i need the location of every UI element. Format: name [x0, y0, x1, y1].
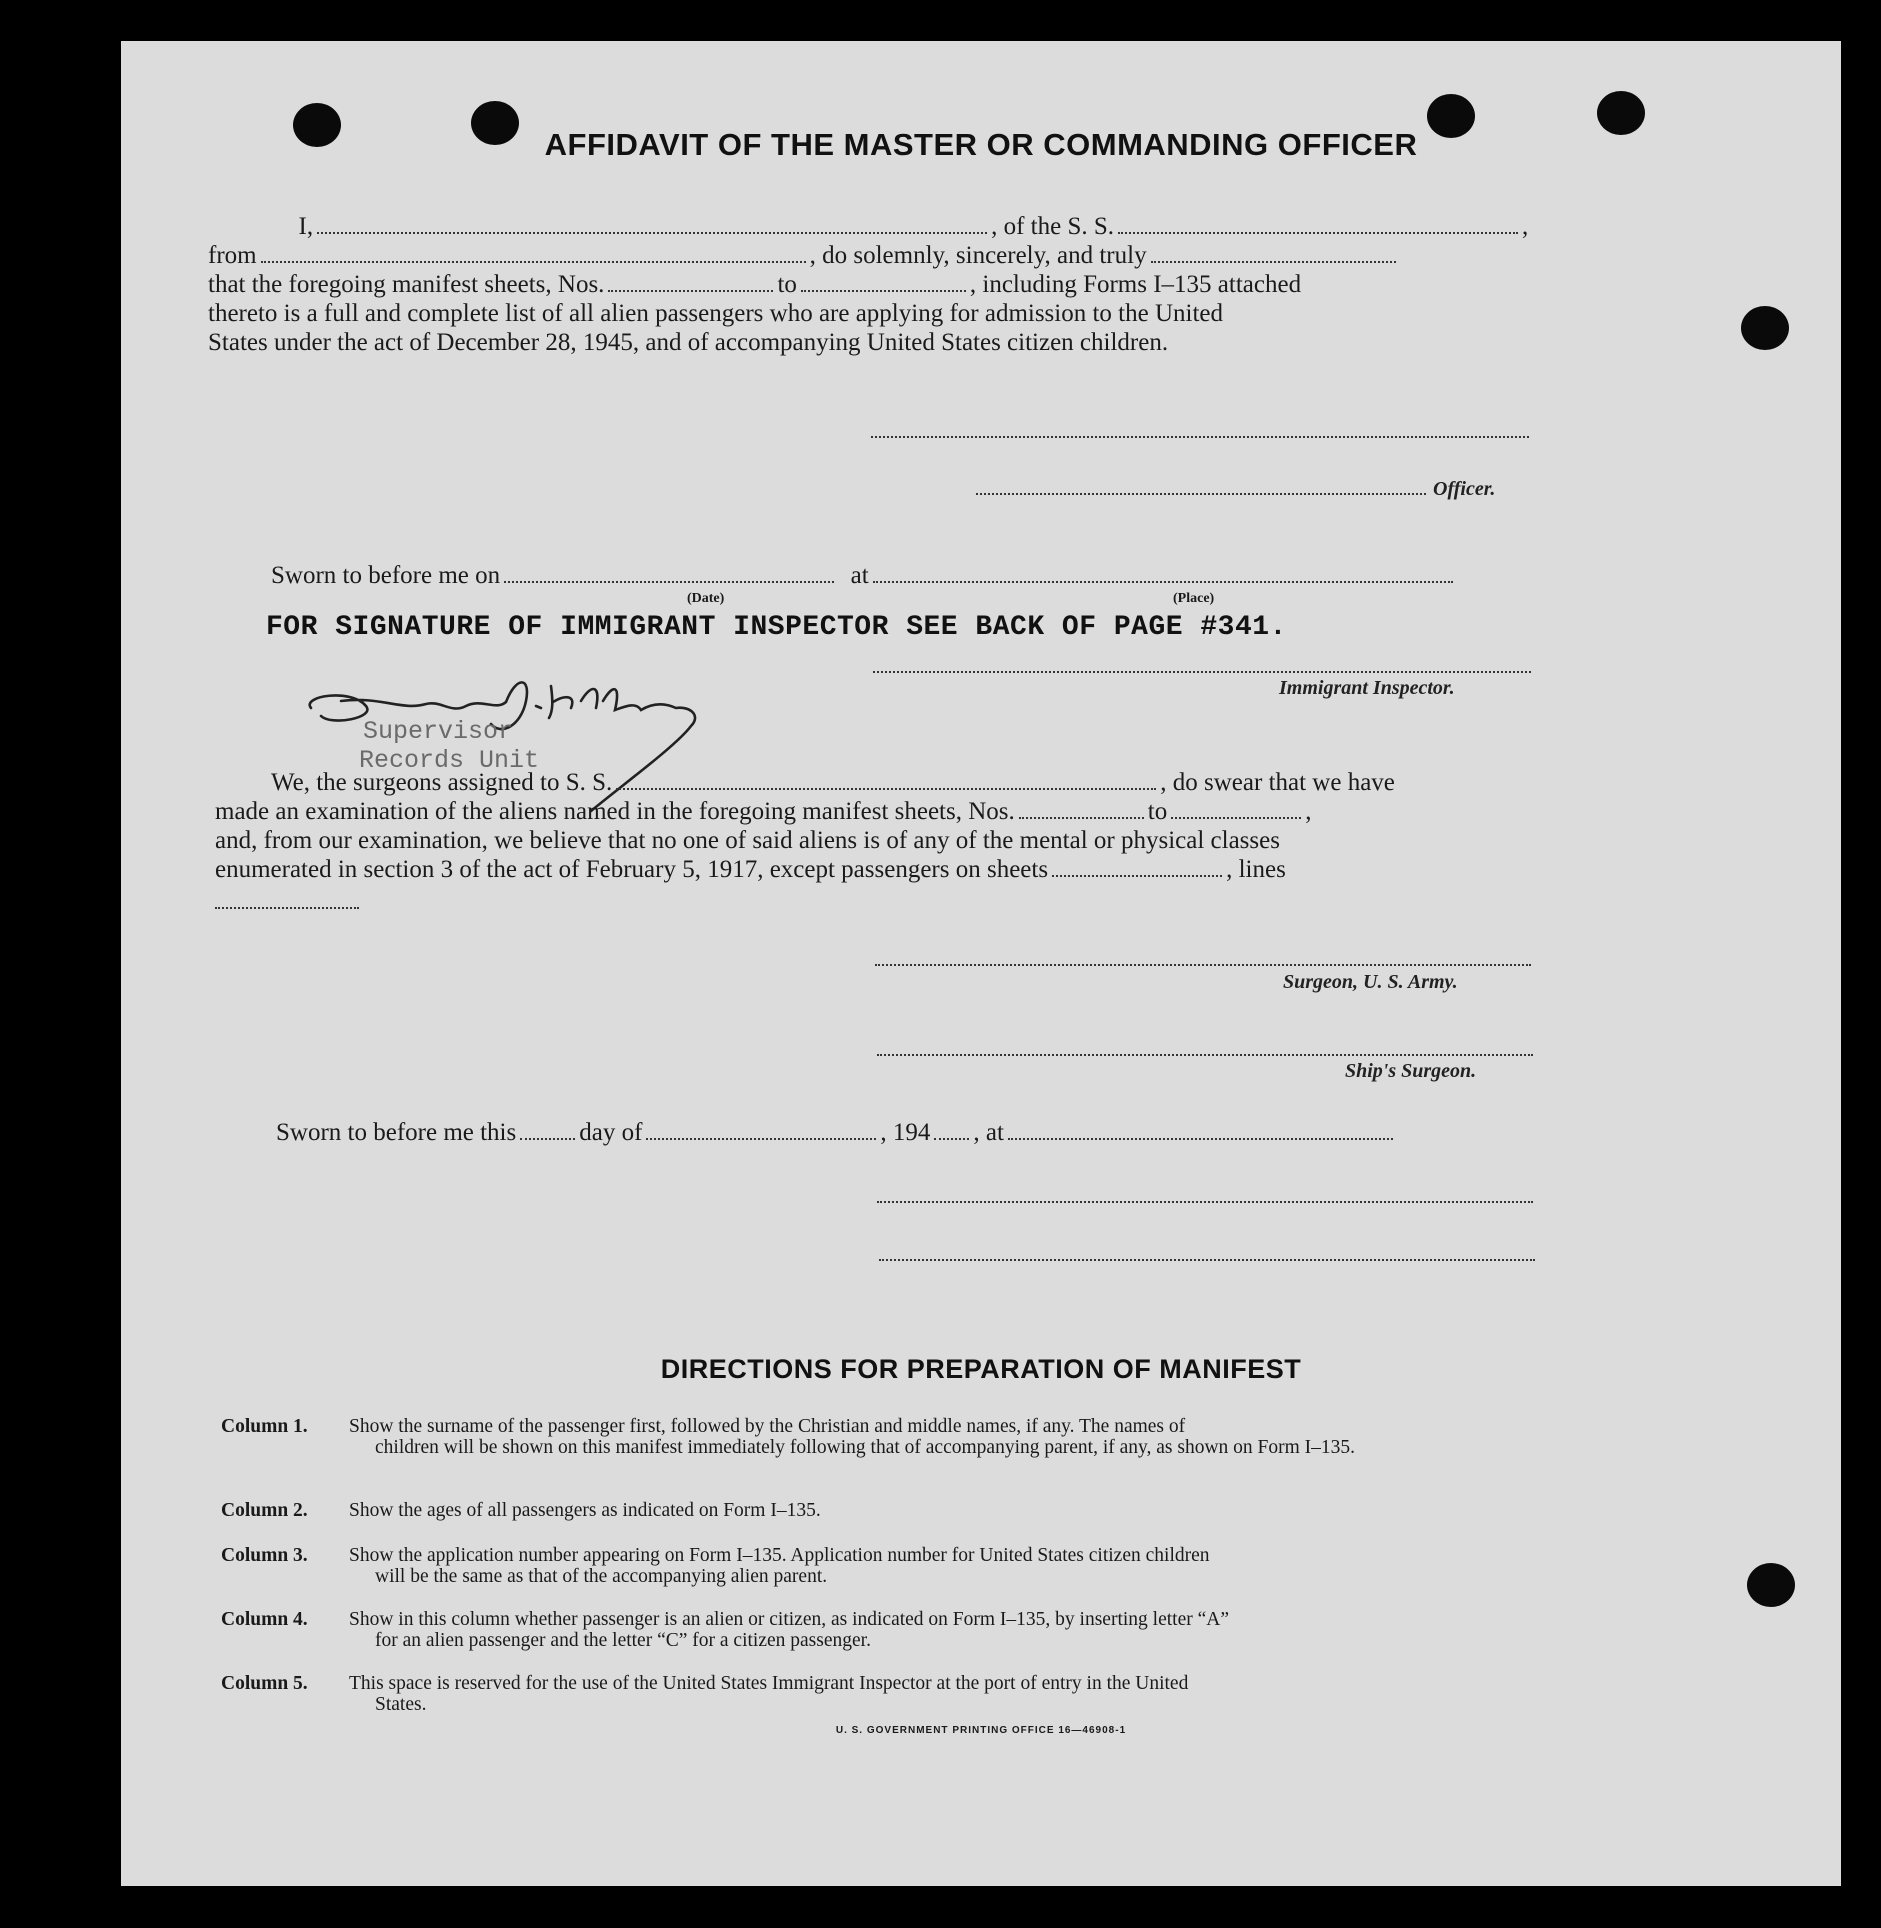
typed-note: FOR SIGNATURE OF IMMIGRANT INSPECTOR SEE BACK OF PAGE #341.: [266, 612, 1287, 643]
stamp-line-2: Records Unit: [359, 746, 540, 775]
place-caption: (Place): [1173, 591, 1215, 606]
surgeons-line-1: We, the surgeons assigned to S. S. , do swear that we have: [271, 769, 1395, 796]
ship-surgeon-signature-line[interactable]: [877, 1054, 1533, 1056]
punch-hole: [1741, 306, 1789, 350]
punch-hole: [1747, 1563, 1795, 1607]
affidavit-line-3: that the foregoing manifest sheets, Nos. to , including Forms I–135 attached: [208, 271, 1302, 298]
sworn-date-field[interactable]: [504, 580, 834, 583]
surgeons-line-2: made an examination of the aliens named in the foregoing manifest sheets, Nos. to ,: [215, 798, 1312, 825]
sworn-place-field[interactable]: [873, 580, 1453, 583]
sworn-line: Sworn to before me on at: [271, 561, 1457, 591]
affidavit-line-1: I, , of the S. S. ,: [298, 213, 1529, 240]
surgeon-ship-field[interactable]: [616, 787, 1156, 790]
printing-office-footer: U. S. GOVERNMENT PRINTING OFFICE 16—46908-1: [835, 1725, 1127, 1736]
sheet-from-field[interactable]: [608, 289, 773, 292]
surgeon-sheet-to-field[interactable]: [1171, 816, 1301, 819]
name-field[interactable]: [317, 231, 987, 234]
sworn-year-field[interactable]: [934, 1137, 969, 1140]
affidavit-line-4: thereto is a full and complete list of all alien passengers who are applying for admission to the United: [208, 300, 1224, 327]
surgeons-line-4: enumerated in section 3 of the act of February 5, 1917, except passengers on sheets , lines: [215, 856, 1286, 883]
surgeons-sworn-line: Sworn to before me this day of , 194 , at: [276, 1118, 1397, 1148]
affidavit-line-5: States under the act of December 28, 1945, and of accompanying United States citizen children.: [208, 329, 1169, 356]
inspector-signature-line[interactable]: [873, 671, 1531, 673]
witness-signature-line-1[interactable]: [877, 1201, 1533, 1203]
officer-label: Officer.: [1433, 478, 1496, 500]
directions-title: DIRECTIONS FOR PREPARATION OF MANIFEST: [660, 1354, 1302, 1384]
sworn-at-field[interactable]: [1008, 1137, 1393, 1140]
form-page: AFFIDAVIT OF THE MASTER OR COMMANDING OFFICER I, , of the S. S. , from , do solemnly, sincerely, and truly that the foregoing manifest sheets, Nos. to , including Forms I–135 attached thereto is a full and complete list of all alien passengers who are applying for admission to the United States under the act of December 28, 1945, and of accompanying United States citizen children. Officer. Sworn to before me on at (Date) (Place) FOR SIGNATURE OF IMMIGRANT INSPECTOR SEE BACK OF PAGE #341. Immigrant Inspector. Supervisor Records Unit We, the surgeons assigned to S. S. , do swear that we have made an examination of the aliens named in the foregoing manifest sheets, Nos. to , and, from our examination, we believe that no one of said aliens is of any of the mental or physical classes enumerated in section 3 of the act of February 5, 1917, except passengers on sheets , lines Surgeon, U. S. Army. Ship's Surgeon. Sworn to before me this day of , 194 , at DIRECTIONS FOR PREPARATION OF MANIFEST Column 1. Show the surname of the passenger first, followed by the Christian and middle names, if any. The names of children will be shown on this manifest immediately following that of accompanying parent, if any, as shown on Form I–135. Column 2. Show the ages of all passengers as indicated on Form I–135. Column 3. Show the application number appearing on Form I–135. Application number for United States citizen children will be the same as that of the accompanying alien parent. Column 4. Show in this column whether passenger is an alien or citizen, as indicated on Form I–135, by inserting letter “A” for an alien passenger and the letter “C” for a citizen passenger. Column 5. This space is reserved for the use of the United States Immigrant Inspector at the port of entry in the United States. U. S. GOVERNMENT PRINTING OFFICE 16—46908-1: [121, 41, 1841, 1886]
ship-field[interactable]: [1118, 231, 1518, 234]
ship-surgeon-label: Ship's Surgeon.: [1345, 1060, 1477, 1082]
except-sheets-field[interactable]: [1052, 874, 1222, 877]
witness-signature-line-2[interactable]: [879, 1259, 1535, 1261]
sworn-day-field[interactable]: [520, 1137, 575, 1140]
army-surgeon-signature-line[interactable]: [875, 964, 1531, 966]
date-caption: (Date): [687, 591, 725, 606]
stamp-line-1: Supervisor: [363, 717, 514, 746]
oath-field[interactable]: [1151, 260, 1396, 263]
army-surgeon-label: Surgeon, U. S. Army.: [1283, 971, 1458, 993]
sheet-to-field[interactable]: [801, 289, 966, 292]
sworn-month-field[interactable]: [646, 1137, 876, 1140]
officer-signature-line-2[interactable]: [976, 493, 1426, 495]
surgeon-sheet-from-field[interactable]: [1019, 816, 1144, 819]
affidavit-line-2: from , do solemnly, sincerely, and truly: [208, 241, 1400, 271]
affidavit-title: AFFIDAVIT OF THE MASTER OR COMMANDING OFFICER: [544, 127, 1418, 162]
inspector-label: Immigrant Inspector.: [1279, 677, 1455, 699]
officer-signature-line-1[interactable]: [871, 436, 1529, 438]
from-field[interactable]: [261, 260, 806, 263]
lines-field[interactable]: [215, 907, 359, 909]
surgeons-line-3: and, from our examination, we believe that no one of said aliens is of any of the mental or physical classes: [215, 827, 1280, 854]
